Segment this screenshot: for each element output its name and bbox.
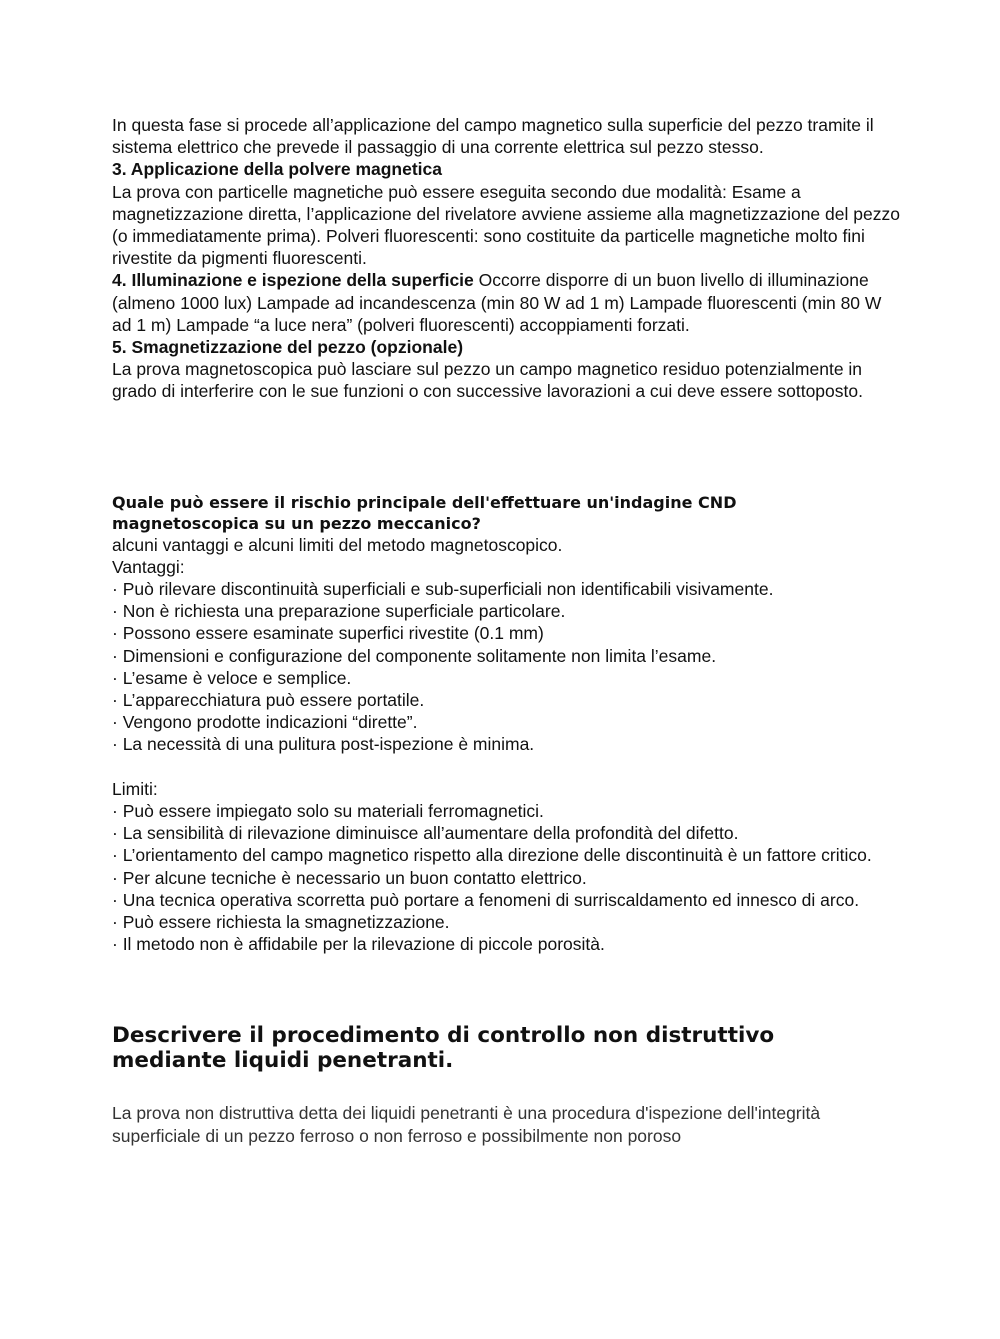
magnetization-intro: In questa fase si procede all’applicazione del campo magnetico sulla superficie del pezzo tramite il sistema elettrico che prevede il passaggio di una corrente elettrica sul pezzo stesso. <box>112 115 874 158</box>
advantages-list <box>112 578 902 756</box>
list-item: · L’esame è veloce e semplice. <box>112 667 352 688</box>
question-title: Quale può essere il rischio principale dell'effettuare un'indagine CND magnetoscopica su un pezzo meccanico? <box>112 492 737 533</box>
question-intro: alcuni vantaggi e alcuni limiti del metodo magnetoscopico. <box>112 534 563 555</box>
section-gap <box>112 1073 902 1102</box>
step4-paragraph <box>112 269 902 336</box>
list-item: · Possono essere esaminate superfici rivestite (0.1 mm) <box>112 623 544 644</box>
step3-body: La prova con particelle magnetiche può essere eseguita secondo due modalità: Esame a magnetizzazione diretta, l’applicazione del rivelatore avviene assieme alla magnetizzazione del pezzo (o immediatamente prima). Polveri fluorescenti: sono costituite da particelle magnetiche molto fini rivestite da pigmenti fluorescenti. <box>112 181 900 269</box>
list-item: · L’orientamento del campo magnetico rispetto alla direzione delle discontinuità è un fattore critico. <box>112 845 872 866</box>
list-item: · Il metodo non è affidabile per la rilevazione di piccole porosità. <box>112 934 605 955</box>
step5-heading: 5. Smagnetizzazione del pezzo (opzionale) <box>112 337 464 358</box>
penetrants-heading: Descrivere il procedimento di controllo non distruttivo mediante liquidi penetranti. <box>112 1023 775 1074</box>
list-item: · La sensibilità di rilevazione diminuisce all’aumentare della profondità del difetto. <box>112 823 739 844</box>
list-item: · Per alcune tecniche è necessario un buon contatto elettrico. <box>112 867 587 888</box>
list-item: · La necessità di una pulitura post-ispezione è minima. <box>112 734 535 755</box>
blank-line <box>112 756 902 778</box>
section-gap <box>112 955 902 1023</box>
list-item: · Può essere impiegato solo su materiali ferromagnetici. <box>112 801 544 822</box>
limits-label: Limiti: <box>112 778 158 799</box>
step5-body: La prova magnetoscopica può lasciare sul pezzo un campo magnetico residuo potenzialmente in grado di interferire con le sue funzioni o con successive lavorazioni a cui deve essere sottoposto. <box>112 359 863 402</box>
list-item: · L’apparecchiatura può essere portatile. <box>112 690 425 711</box>
list-item: · Vengono prodotte indicazioni “dirette”. <box>112 712 418 733</box>
penetrants-body: La prova non distruttiva detta dei liquidi penetranti è una procedura d'ispezione dell'integrità superficiale di un pezzo ferroso o non ferroso e possibilmente non poroso <box>112 1103 821 1146</box>
list-item: · Può essere richiesta la smagnetizzazione. <box>112 912 450 933</box>
document-page <box>112 114 902 1147</box>
list-item: · Non è richiesta una preparazione superficiale particolare. <box>112 601 566 622</box>
list-item: · Dimensioni e configurazione del componente solitamente non limita l’esame. <box>112 645 717 666</box>
section-gap <box>112 403 902 492</box>
step3-heading: 3. Applicazione della polvere magnetica <box>112 159 443 180</box>
advantages-label: Vantaggi: <box>112 556 185 577</box>
step4-body: Occorre disporre di un buon livello di illuminazione (almeno 1000 lux) Lampade ad incandescenza (min 80 W ad 1 m) Lampade fluorescenti (min 80 W ad 1 m) Lampade “a luce nera” (polveri fluorescenti) accoppiamenti forzati. <box>112 270 882 335</box>
limits-list <box>112 800 902 955</box>
step4-heading: 4. Illuminazione e ispezione della superficie <box>112 270 474 291</box>
list-item: · Può rilevare discontinuità superficiali e sub-superficiali non identificabili visivamente. <box>112 579 774 600</box>
list-item: · Una tecnica operativa scorretta può portare a fenomeni di surriscaldamento ed innesco di arco. <box>112 889 860 910</box>
